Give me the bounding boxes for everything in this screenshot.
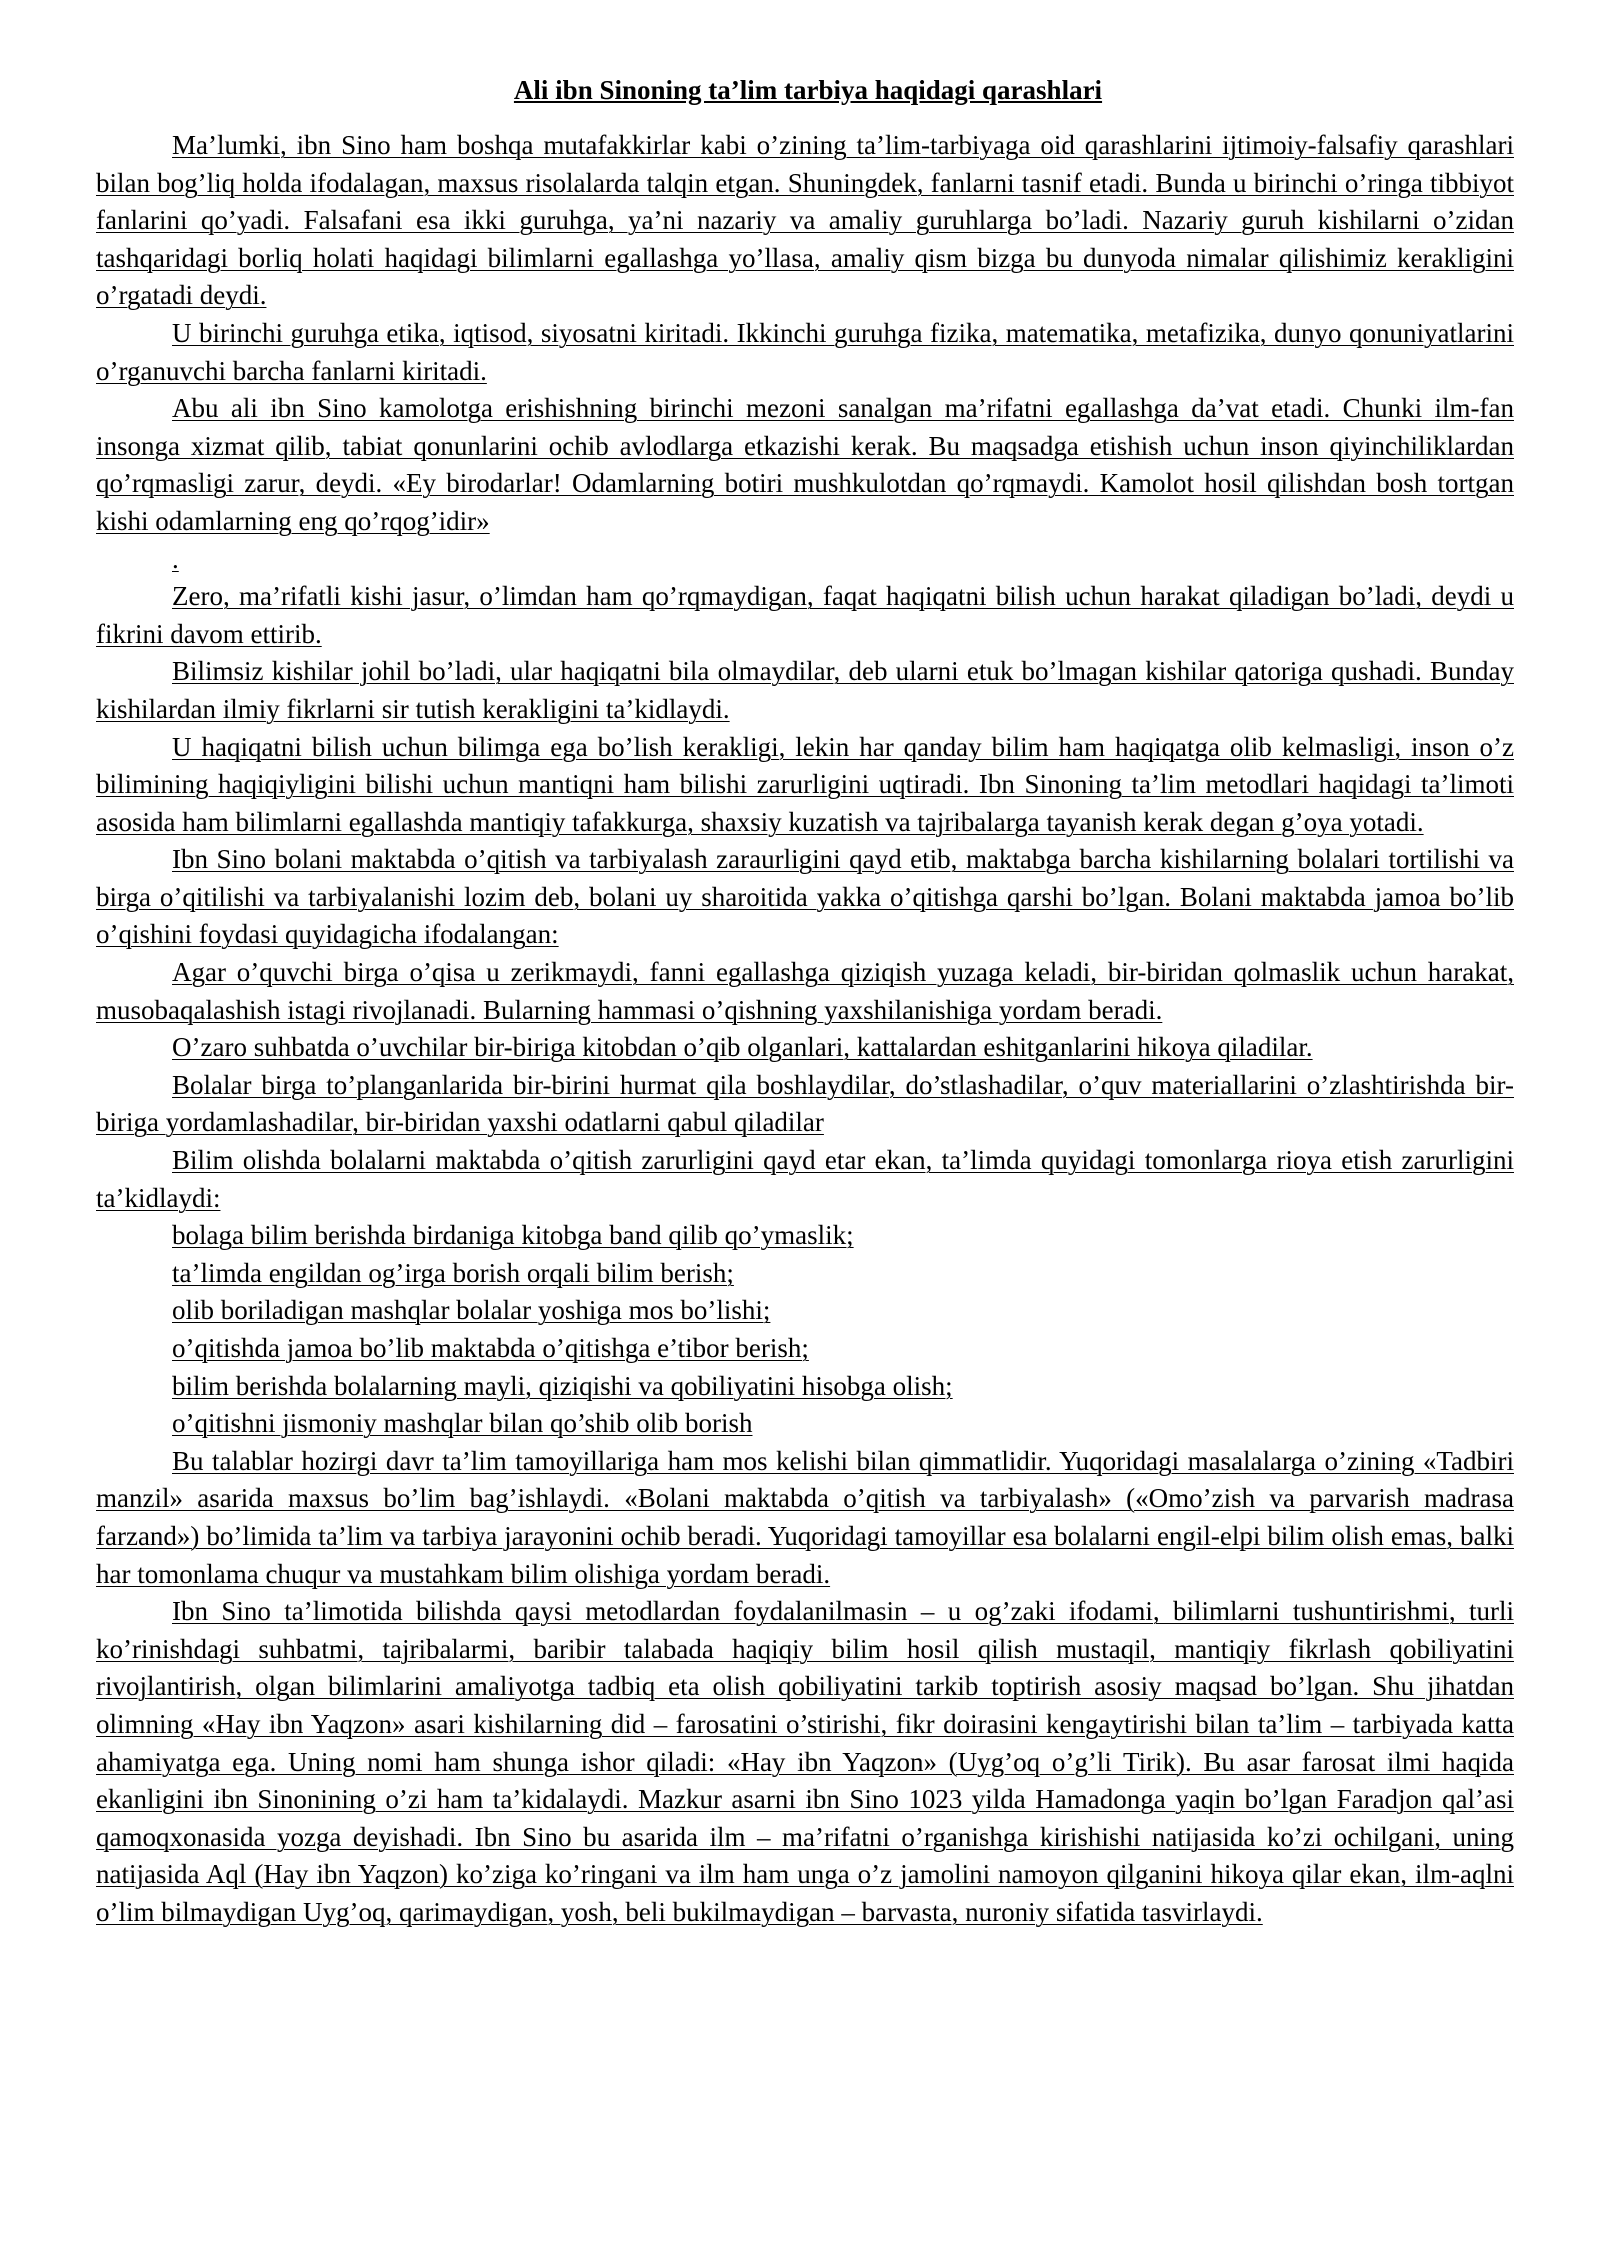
- document-page: [96, 72, 1514, 1932]
- paragraph: Ibn Sino ta’limotida bilishda qaysi metodlardan foydalanilmasin – u og’zaki ifodami, bilimlarni tushuntirishmi, turli ko’rinishdagi suhbatmi, tajribalarmi, baribir talabada haqiqiy bilim hosil qilish mustaqil, mantiqiy fikrlash qobiliyatini rivojlantirish, olgan bilimlarini amaliyotga tadbiq eta olish qobiliyatini tarkib toptirish asosiy maqsad bo’lgan. Shu jihatdan olimning «Hay ibn Yaqzon» asari kishilarning did – farosatini o’stirishi, fikr doirasini kengaytirishi bilan ta’lim – tarbiyada katta ahamiyatga ega. Uning nomi ham shunga ishor qiladi: «Hay ibn Yaqzon» (Uyg’oq o’g’li Tirik). Bu asar farosat ilmi haqida ekanligini ibn Sinonining o’zi ham ta’kidalaydi. Mazkur asarni ibn Sino 1023 yilda Hamadonga yaqin bo’lgan Faradjon qal’asi qamoqxonasida yozga deyishadi. Ibn Sino bu asarida ilm – ma’rifatni o’rganishga kirishishi natijasida ko’zi ochilgani, uning natijasida Aql (Hay ibn Yaqzon) ko’ziga ko’ringani va ilm ham unga o’z jamolini namoyon qilganini hikoya qilar ekan, ilm-aqlni o’lim bilmaydigan Uyg’oq, qarimaydigan, yosh, beli bukilmaydigan – barvasta, nuroniy sifatida tasvirlaydi.: [96, 1596, 1514, 1927]
- principles-list: [96, 1217, 1514, 1443]
- paragraph: Agar o’quvchi birga o’qisa u zerikmaydi, fanni egallashga qiziqish yuzaga keladi, bir-biridan qolmaslik uchun harakat, musobaqalashish istagi rivojlanadi. Bularning hammasi o’qishning yaxshilanishiga yordam beradi.: [96, 957, 1514, 1025]
- list-item: o’qitishda jamoa bo’lib maktabda o’qitishga e’tibor berish;: [172, 1333, 809, 1363]
- paragraph: Abu ali ibn Sino kamolotga erishishning birinchi mezoni sanalgan ma’rifatni egallashga da’vat etadi. Chunki ilm-fan insonga xizmat qilib, tabiat qonunlarini ochib avlodlarga etkazishi kerak. Bu maqsadga etishish uchun inson qiyinchiliklardan qo’rqmasligi zarur, deydi. «Ey birodarlar! Odamlarning botiri mushkulotdan qo’rqmaydi. Kamolot hosil qilishdan bosh tortgan kishi odamlarning eng qo’rqog’idir»: [96, 393, 1514, 536]
- paragraph: Ma’lumki, ibn Sino ham boshqa mutafakkirlar kabi o’zining ta’lim-tarbiyaga oid qarashlarini ijtimoiy-falsafiy qarashlari bilan bog’liq holda ifodalagan, maxsus risolalarda talqin etgan. Shuningdek, fanlarni tasnif etadi. Bunda u birinchi o’ringa tibbiyot fanlarini qo’yadi. Falsafani esa ikki guruhga, ya’ni nazariy va amaliy guruhlarga bo’ladi. Nazariy guruh kishilarni o’zidan tashqaridagi borliq holati haqidagi bilimlarni egallashga yo’llasa, amaliy qism bizga bu dunyoda nimalar qilishimiz kerakligini o’rgatadi deydi.: [96, 130, 1514, 311]
- paragraph: Ibn Sino bolani maktabda o’qitish va tarbiyalash zaraurligini qayd etib, maktabga barcha kishilarning bolalari tortilishi va birga o’qitilishi va tarbiyalanishi lozim deb, bolani uy sharoitida yakka o’qitishga qarshi bo’lgan. Bolani maktabda jamoa bo’lib o’qishini foydasi quyidagicha ifodalangan:: [96, 844, 1514, 950]
- paragraph-dot: .: [172, 543, 179, 574]
- paragraph: Bilimsiz kishilar johil bo’ladi, ular haqiqatni bila olmaydilar, deb ularni etuk bo’lmagan kishilar qatoriga qushadi. Bunday kishilardan ilmiy fikrlarni sir tutish kerakligini ta’kidlaydi.: [96, 656, 1514, 724]
- list-item: o’qitishni jismoniy mashqlar bilan qo’shib olib borish: [172, 1408, 753, 1439]
- paragraph: O’zaro suhbatda o’uvchilar bir-biriga kitobdan o’qib olganlari, kattalardan eshitganlarini hikoya qiladilar.: [172, 1032, 1313, 1063]
- paragraph: Bilim olishda bolalarni maktabda o’qitish zarurligini qayd etar ekan, ta’limda quyidagi tomonlarga rioya etish zarurligini ta’kidlaydi:: [96, 1145, 1514, 1213]
- paragraph: Bu talablar hozirgi davr ta’lim tamoyillariga ham mos kelishi bilan qimmatlidir. Yuqoridagi masalalarga o’zining «Tadbiri manzil» asarida maxsus bo’lim bag’ishlaydi. «Bolani maktabda o’qitish va tarbiyalash» («Omo’zish va parvarish madrasa farzand») bo’limida ta’lim va tarbiya jarayonini ochib beradi. Yuqoridagi tamoyillar esa bolalarni engil-elpi bilim olish emas, balki har tomonlama chuqur va mustahkam bilim olishiga yordam beradi.: [96, 1445, 1514, 1589]
- list-item: bilim berishda bolalarning mayli, qiziqishi va qobiliyatini hisobga olish;: [172, 1370, 953, 1401]
- paragraph: Zero, ma’rifatli kishi jasur, o’limdan ham qo’rqmaydigan, faqat haqiqatni bilish uchun harakat qiladigan bo’ladi, deydi u fikrini davom ettirib.: [96, 581, 1514, 649]
- document-title: Ali ibn Sinoning ta’lim tarbiya haqidagi qarashlari: [513, 75, 1103, 105]
- list-item: olib boriladigan mashqlar bolalar yoshiga mos bo’lishi;: [172, 1295, 771, 1326]
- list-item: bolaga bilim berishda birdaniga kitobga band qilib qo’ymaslik;: [172, 1220, 854, 1251]
- paragraph: U haqiqatni bilish uchun bilimga ega bo’lish kerakligi, lekin har qanday bilim ham haqiqatga olib kelmasligi, inson o’z bilimining haqiqiyligini bilishi uchun mantiqni ham bilishi zarurligini uqtiradi. Ibn Sinoning ta’lim metodlari haqidagi ta’limoti asosida ham bilimlarni egallashda mantiqiy tafakkurga, shaxsiy kuzatish va tajribalarga tayanish kerak degan g’oya yotadi.: [96, 731, 1514, 837]
- paragraph: U birinchi guruhga etika, iqtisod, siyosatni kiritadi. Ikkinchi guruhga fizika, matematika, metafizika, dunyo qonuniyatlarini o’rganuvchi barcha fanlarni kiritadi.: [96, 317, 1514, 386]
- paragraph: Bolalar birga to’planganlarida bir-birini hurmat qila boshlaydilar, do’stlashadilar, o’quv materiallarini o’zlashtirishda bir-biriga yordamlashadilar, bir-biridan yaxshi odatlarni qabul qiladilar: [96, 1069, 1514, 1138]
- list-item: ta’limda engildan og’irga borish orqali bilim berish;: [172, 1257, 734, 1288]
